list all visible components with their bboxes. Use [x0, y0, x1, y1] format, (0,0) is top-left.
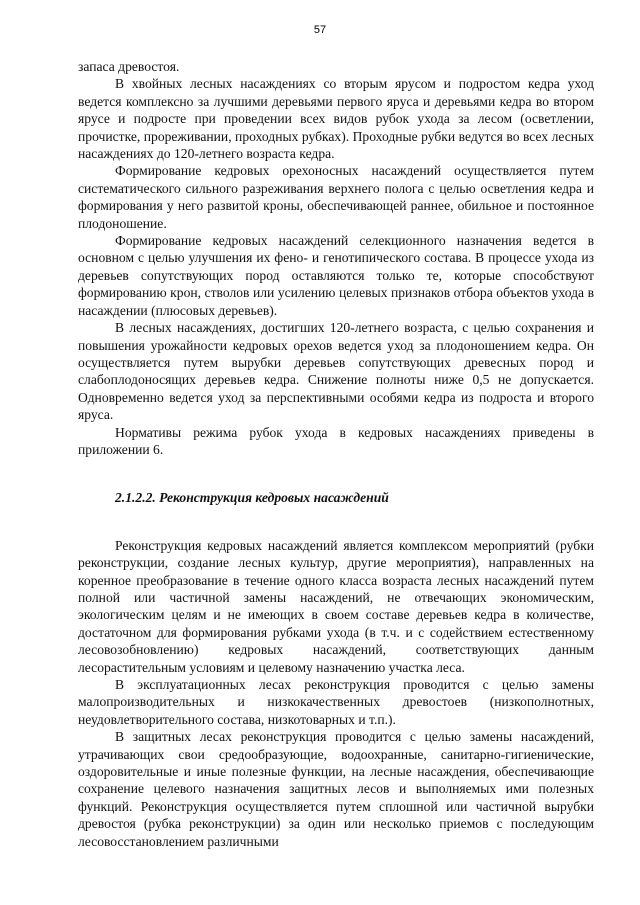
paragraph: В эксплуатационных лесах реконструкция проводится с целью замены малопроизводительных и низкокачественных древостоев (низкополнотных, неудовлетворительного состава, низкотоварных и т.п.). [78, 677, 594, 727]
document-body [78, 58, 594, 850]
paragraph: В защитных лесах реконструкция проводится с целью замены насаждений, утрачивающих свои средообразующие, водоохранные, санитарно-гигиенические, оздоровительные и иные полезные функции, на лесные насаждения, обеспечивающие сохранение целевого назначения защитных лесов и выполняемых ими полезных функций. Реконструкция осуществляется путем сплошной или частичной вырубки древостоя (рубка реконструкции) за один или несколько приемов с последующим лесовосстановлением различными [78, 729, 594, 849]
paragraph: В хвойных лесных насаждениях со вторым ярусом и подростом кедра уход ведется комплексно за лучшими деревьями первого яруса и деревьями кедра во втором ярусе и подросте при проведении всех видов рубок ухода за лесом (осветлении, прочистке, прореживании, проходных рубках). Проходные рубки ведутся во всех лесных насаждениях до 120-летнего возраста кедра. [78, 76, 594, 162]
page-number: 57 [313, 24, 327, 36]
paragraph: Формирование кедровых насаждений селекционного назначения ведется в основном с целью улучшения их фено- и генотипического состава. В процессе ухода из деревьев сопутствующих пород оставляются только те, которые способствуют формированию крон, стволов или усилению целевых признаков отбора объектов ухода в насаждении (плюсовых деревьев). [78, 233, 594, 318]
paragraph-continuation: запаса древостоя. [78, 59, 180, 74]
paragraph: Формирование кедровых орехоносных насаждений осуществляется путем систематического сильного разреживания верхнего полога с целью осветления кедра и формирования у него развитой кроны, обеспечивающей раннее, обильное и постоянное плодоношение. [78, 163, 594, 231]
section-heading: 2.1.2.2. Реконструкция кедровых насаждений [115, 490, 389, 506]
paragraph: Реконструкция кедровых насаждений является комплексом мероприятий (рубки реконструкции, создание лесных культур, другие мероприятия), направленных на коренное преобразование в течение одного класса возраста лесных насаждений путем полной или частичной замены насаждений, не отвечающих экономическим, экологическим целям и не имеющих в своем составе деревьев кедра в количестве, достаточном для формирования рубками ухода (в т.ч. и с содействием естественному лесовозобновлению) кедровых насаждений, соответствующих данным лесорастительным условиям и целевому назначению участка леса. [78, 537, 594, 675]
paragraph: Нормативы режима рубок ухода в кедровых насаждениях приведены в приложении 6. [78, 424, 594, 457]
paragraph: В лесных насаждениях, достигших 120-летнего возраста, с целью сохранения и повышения урожайности кедровых орехов ведется уход за плодоношением кедра. Он осуществляется путем вырубки деревьев сопутствующих древесных пород и слабоплодоносящих деревьев кедра. Снижение полноты ниже 0,5 не допускается. Одновременно ведется уход за перспективными особями кедра из подроста и второго яруса. [78, 320, 594, 423]
